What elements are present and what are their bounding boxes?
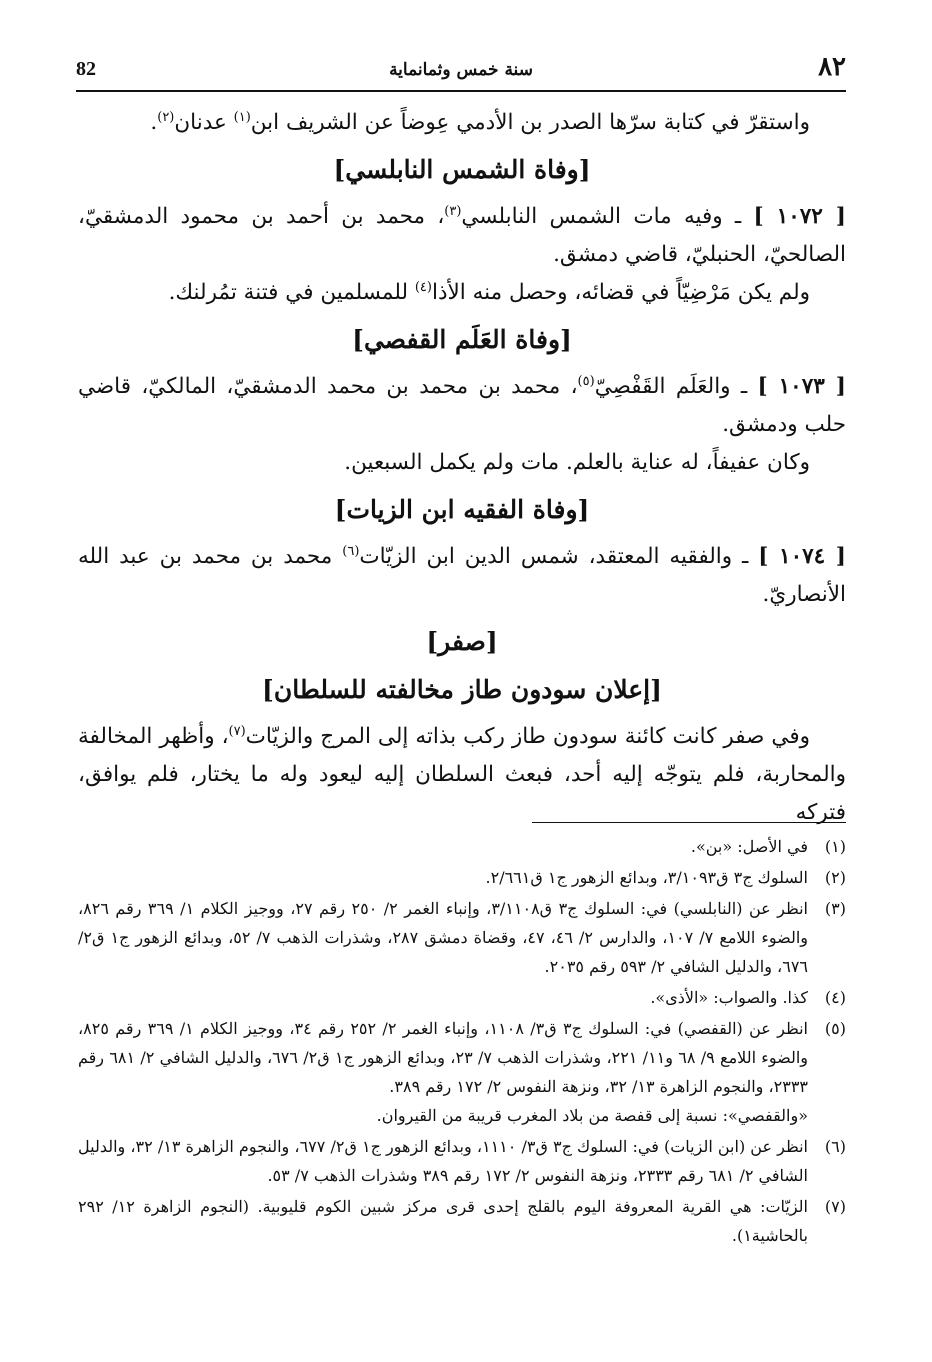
footnote-ref: (٥) bbox=[577, 373, 595, 389]
footnote-number: (٥) bbox=[824, 1019, 846, 1038]
footnote-ref: (٧) bbox=[228, 723, 246, 739]
footnote-number: (٦) bbox=[824, 1137, 846, 1156]
section-heading: [صفر] bbox=[426, 627, 498, 656]
footnote-number: (٣) bbox=[824, 899, 846, 918]
page-number-arabic: ٨٢ bbox=[818, 52, 846, 82]
section-heading: [إعلان سودون طاز مخالفته للسلطان] bbox=[262, 675, 662, 704]
footnote-extra: «والقفصي»: نسبة إلى قفصة من بلاد المغرب قريبة من القيروان. bbox=[376, 1106, 808, 1125]
paragraph: وفي صفر كانت كائنة سودون طاز ركب بذاته إلى المرج والزيّات$^{(٧)}$، وأظهر المخالفة والمحاربة، فلم يتوجّه إليه أحد، فبعث السلطان إليه ليعود وله ما يختار، فلم يوافق، فتركه bbox=[78, 723, 846, 825]
entry-1072: [ ١٠٧٢ ] ـ وفيه مات الشمس النابلسي$^{(٣)}$، محمد بن أحمد بن محمود الدمشقيّ، الصالحيّ، الحنبليّ، قاضي دمشق. bbox=[78, 203, 846, 267]
running-title: سنة خمس وثمانماية bbox=[389, 60, 533, 80]
footnote-number: (١) bbox=[824, 837, 846, 856]
intro-paragraph: واستقرّ في كتابة سرّها الصدر بن الأدمي عِوضاً عن الشريف ابن$^{(١)}$ عدنان$^{(٢)}$. bbox=[150, 109, 810, 135]
footnote-ref: (٢) bbox=[157, 109, 175, 125]
page-header bbox=[76, 50, 846, 94]
page-number-latin: 82 bbox=[76, 58, 96, 80]
main-text bbox=[78, 104, 846, 832]
entry-number: [ ١٠٧٣ ] bbox=[757, 374, 846, 399]
footnote-rule bbox=[532, 822, 846, 823]
entry-1074: [ ١٠٧٤ ] ـ والفقيه المعتقد، شمس الدين ابن الزيّات$^{(٦)}$ محمد بن محمد بن عبد الله الأنصاريّ. bbox=[78, 543, 846, 607]
footnote: (٤) كذا. والصواب: «الأذى». bbox=[78, 983, 846, 1012]
footnote: (٣) انظر عن (النابلسي) في: السلوك ج٣ ق٣/١١٠٨، وإنباء الغمر ٢/ ٢٥٠ رقم ٢٧، ووجيز الكلام ١/ ٣٦٩ رقم ٨٢٦، والضوء اللامع ٧/ ١٠٧، والدارس ٢/ ٤٦، ٤٧، وقضاة دمشق ٢٨٧، وشذرات الذهب ٧/ ٥٢، وبدائع الزهور ج١ ق٢/ ٦٧٦، والدليل الشافي ٢/ ٥٩٣ رقم ٢٠٣٥. bbox=[78, 894, 846, 981]
footnote-ref: (٦) bbox=[342, 543, 360, 559]
footnote-ref: (٤) bbox=[414, 279, 432, 295]
paragraph: ولم يكن مَرْضِيّاً في قضائه، وحصل منه الأذا$^{(٤)}$ للمسلمين في فتنة تمُرلنك. bbox=[168, 279, 810, 305]
section-heading: [وفاة الفقيه ابن الزيات] bbox=[334, 495, 590, 524]
entry-number: [ ١٠٧٤ ] bbox=[758, 544, 846, 569]
footnote: (٢) السلوك ج٣ ق٣/١٠٩٣، وبدائع الزهور ج١ ق٢/٦٦١. bbox=[78, 863, 846, 892]
entry-number: [ ١٠٧٢ ] bbox=[753, 204, 846, 229]
footnote-ref: (٣) bbox=[444, 203, 462, 219]
footnote-number: (٧) bbox=[824, 1197, 846, 1216]
footnote-number: (٤) bbox=[824, 988, 846, 1007]
footnote: (٦) انظر عن (ابن الزيات) في: السلوك ج٣ ق٣/ ١١١٠، وبدائع الزهور ج١ ق٢/ ٦٧٧، والنجوم الزاهرة ١٣/ ٣٢، والدليل الشافي ٢/ ٦٨١ رقم ٢٣٣٣، ونزهة النفوس ٢/ ١٧٢ رقم ٣٨٩ وشذرات الذهب ٧/ ٥٣. bbox=[78, 1132, 846, 1190]
footnote-number: (٢) bbox=[824, 868, 846, 887]
entry-1073: [ ١٠٧٣ ] ـ والعَلَم القَفْصِيّ$^{(٥)}$، محمد بن محمد بن محمد الدمشقيّ، المالكيّ، قاضي حلب ودمشق. bbox=[78, 373, 846, 437]
paragraph: وكان عفيفاً، له عناية بالعلم. مات ولم يكمل السبعين. bbox=[344, 450, 810, 475]
footnotes bbox=[78, 832, 846, 1252]
section-heading: [وفاة الشمس النابلسي] bbox=[333, 155, 591, 184]
section-heading: [وفاة العَلَم القفصي] bbox=[352, 325, 572, 354]
footnote: (٧) الزيّات: هي القرية المعروفة اليوم بالقلج إحدى قرى مركز شبين الكوم قليوبية. (النجوم الزاهرة ١٢/ ٢٩٢ بالحاشية١). bbox=[78, 1192, 846, 1250]
header-rule bbox=[76, 90, 846, 92]
footnote-ref: (١) bbox=[233, 109, 251, 125]
footnote: (١) في الأصل: «بن». bbox=[78, 832, 846, 861]
footnote: (٥) انظر عن (القفصي) في: السلوك ج٣ ق٣/ ١١٠٨، وإنباء الغمر ٢/ ٢٥٢ رقم ٣٤، ووجيز الكلام ١/ ٣٦٩ رقم ٨٢٥، والضوء اللامع ٩/ ٦٨ و١١/ ٢٢١، وشذرات الذهب ٧/ ٢٣، وبدائع الزهور ج١ ق٢/ ٦٧٦، والدليل الشافي ٢/ ٦٨١ رقم ٢٣٣٣، والنجوم الزاهرة ١٣/ ٣٢، ونزهة النفوس ٢/ ١٧٢ رقم ٣٨٩. «والقفصي»: نسبة إلى قفصة من بلاد المغرب قريبة من القيروان. bbox=[78, 1014, 846, 1130]
